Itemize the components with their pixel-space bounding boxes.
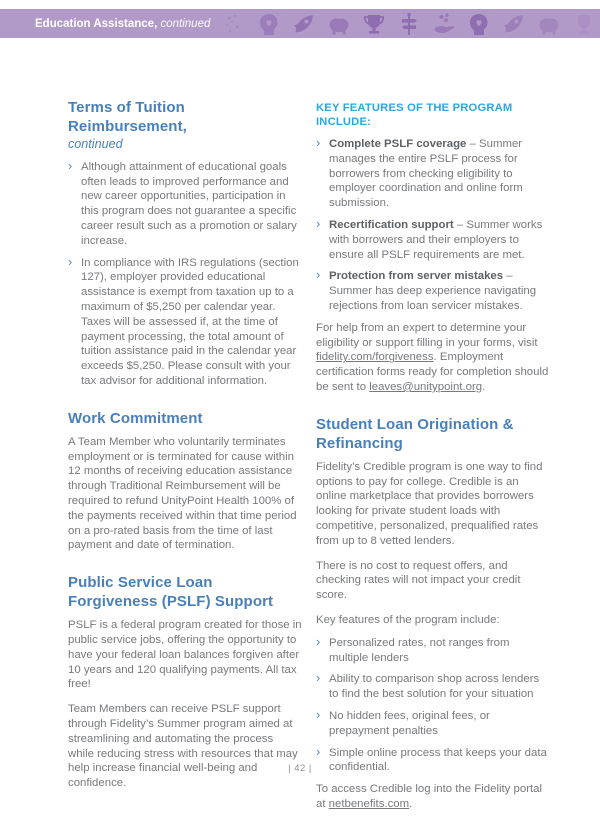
section-subheading-continued: continued <box>68 137 123 151</box>
help-text: For help from an expert to determine your eligibility or support filling in your forms, visit <box>316 321 538 349</box>
student-loan-bullet-list <box>316 633 550 775</box>
bullet-lead: Complete PSLF coverage <box>329 138 467 150</box>
piggy-bank-icon <box>537 12 561 36</box>
header-icon-row <box>222 12 596 36</box>
header-band <box>0 9 600 38</box>
pslf-paragraph-1: PSLF is a federal program created for those in public service jobs, offering the opportunity to have your federal loan balances forgiven after 10 years and 120 qualifying payments. All tax free! <box>68 619 302 691</box>
list-item <box>316 269 550 313</box>
help-text: . <box>482 380 486 393</box>
pslf-paragraph-2: Team Members can receive PSLF support through Fidelity’s Summer program aimed at streamlining and automating the process while reducing stress with resources that may help increase financial well-being and confidence. <box>68 703 298 790</box>
bullet-text: In compliance with IRS regulations (section 127), employer provided educational assistance is exempt from taxation up to a maximum of $5,250 per calendar year. Taxes will be assessed if, at the time of payment processing, the total amount of tuition assistance paid in the calendar year exceeds $5,250. Please consult with your tax advisor for additional information. <box>81 256 299 387</box>
bullet-chevron-icon: › <box>316 706 321 722</box>
student-loan-section <box>316 415 550 812</box>
piggy-bank-icon <box>327 12 351 36</box>
bullet-text: – Summer works with borrowers and their employers to ensure all PSLF requirements are met. <box>329 218 543 261</box>
netbenefits-link[interactable]: netbenefits.com <box>328 797 410 810</box>
section-heading-work-commitment: Work Commitment <box>68 409 203 427</box>
bullet-text: – Summer manages the entire PSLF process for borrowers from checking eligibility to employer coordination and online form submission. <box>329 138 523 210</box>
bullet-chevron-icon: › <box>316 135 321 150</box>
bullet-chevron-icon: › <box>68 157 73 173</box>
credible-access-paragraph <box>316 782 550 812</box>
key-features-bullet-list <box>316 137 550 314</box>
help-text: . Employment certification forms ready for completion should be sent to <box>316 351 549 393</box>
bullet-chevron-icon: › <box>68 253 73 269</box>
list-item <box>68 157 302 249</box>
access-text: To access Credible log into the Fidelity portal at <box>316 783 543 810</box>
bullet-chevron-icon: › <box>316 670 321 686</box>
student-loan-paragraph-1: Fidelity’s Credible program is one way to find options to pay for college. Credible is an online marketplace that provides borrowers looking for private student loads with competitive, personalized, prequalified rates from up to 8 vetted lenders. <box>316 460 543 547</box>
list-item <box>316 215 550 262</box>
section-heading-pslf: Public Service Loan Forgiveness (PSLF) Support <box>68 574 274 611</box>
bullet-text: Although attainment of educational goals often leads to improved performance and new career opportunities, participation in this program does not guarantee a specific career result such as a promotion or salary increase. <box>81 160 297 247</box>
work-commitment-paragraph: A Team Member who voluntarily terminates employment or is terminated for cause within 12 months of receiving education assistance through Traditional Reimbursement will be required to refund UnityPoint Health 100% of the payments received within that time period on a pro-rated basis from the time of last payment and date of termination. <box>68 435 297 552</box>
section-heading-student-loan: Student Loan Origination & Refinancing <box>316 415 514 452</box>
trophy-icon <box>362 12 386 36</box>
right-column <box>316 98 550 822</box>
bullet-chevron-icon: › <box>316 743 321 759</box>
rocket-icon <box>292 12 316 36</box>
section-heading-tuition: Terms of Tuition Reimbursement, <box>68 99 187 135</box>
pslf-section <box>68 573 302 791</box>
signpost-icon <box>397 12 421 36</box>
bullet-text: Personalized rates, not ranges from multiple lenders <box>329 636 510 664</box>
head-heart-icon <box>467 12 491 36</box>
list-item <box>316 706 550 739</box>
bullet-lead: Recertification support <box>329 218 454 231</box>
page-content <box>0 98 600 822</box>
left-column <box>68 98 302 822</box>
list-item <box>316 633 550 666</box>
tuition-bullet-list <box>68 157 302 389</box>
rocket-icon <box>502 12 526 36</box>
pslf-help-paragraph <box>316 321 550 395</box>
bullet-chevron-icon: › <box>316 215 321 231</box>
work-commitment-section <box>68 409 302 553</box>
hand-coins-icon <box>432 12 456 36</box>
bullet-chevron-icon: › <box>316 633 321 649</box>
confetti-icon <box>222 12 246 36</box>
student-loan-key-intro: Key features of the program include: <box>316 613 500 626</box>
header-title-italic: continued <box>160 17 211 30</box>
page-header-title <box>35 18 210 30</box>
list-item <box>68 253 302 389</box>
bullet-text: Ability to comparison shop across lenders to find the best solution for your situation <box>329 673 540 701</box>
list-item <box>316 672 550 702</box>
key-features-heading: KEY FEATURES OF THE PROGRAM INCLUDE: <box>316 102 513 128</box>
student-loan-paragraph-2: There is no cost to request offers, and checking rates will not impact your credit score. <box>316 559 521 602</box>
leaves-email-link[interactable]: leaves@unitypoint.org <box>369 380 483 393</box>
bullet-text: Simple online process that keeps your data confidential. <box>329 746 547 774</box>
fidelity-forgiveness-link[interactable]: fidelity.com/forgiveness <box>316 351 434 364</box>
trophy-icon <box>572 12 596 36</box>
page-number: | 42 | <box>288 763 312 774</box>
header-title-bold: Education Assistance, <box>35 17 158 30</box>
access-text: . <box>409 797 413 810</box>
list-item <box>316 137 550 211</box>
bullet-lead: Protection from server mistakes <box>329 270 504 283</box>
bullet-text: No hidden fees, original fees, or prepayment penalties <box>329 709 490 737</box>
bullet-text: – Summer has deep experience navigating rejections from loan servicer mistakes. <box>329 270 537 312</box>
head-heart-icon <box>257 12 281 36</box>
bullet-chevron-icon: › <box>316 267 321 283</box>
